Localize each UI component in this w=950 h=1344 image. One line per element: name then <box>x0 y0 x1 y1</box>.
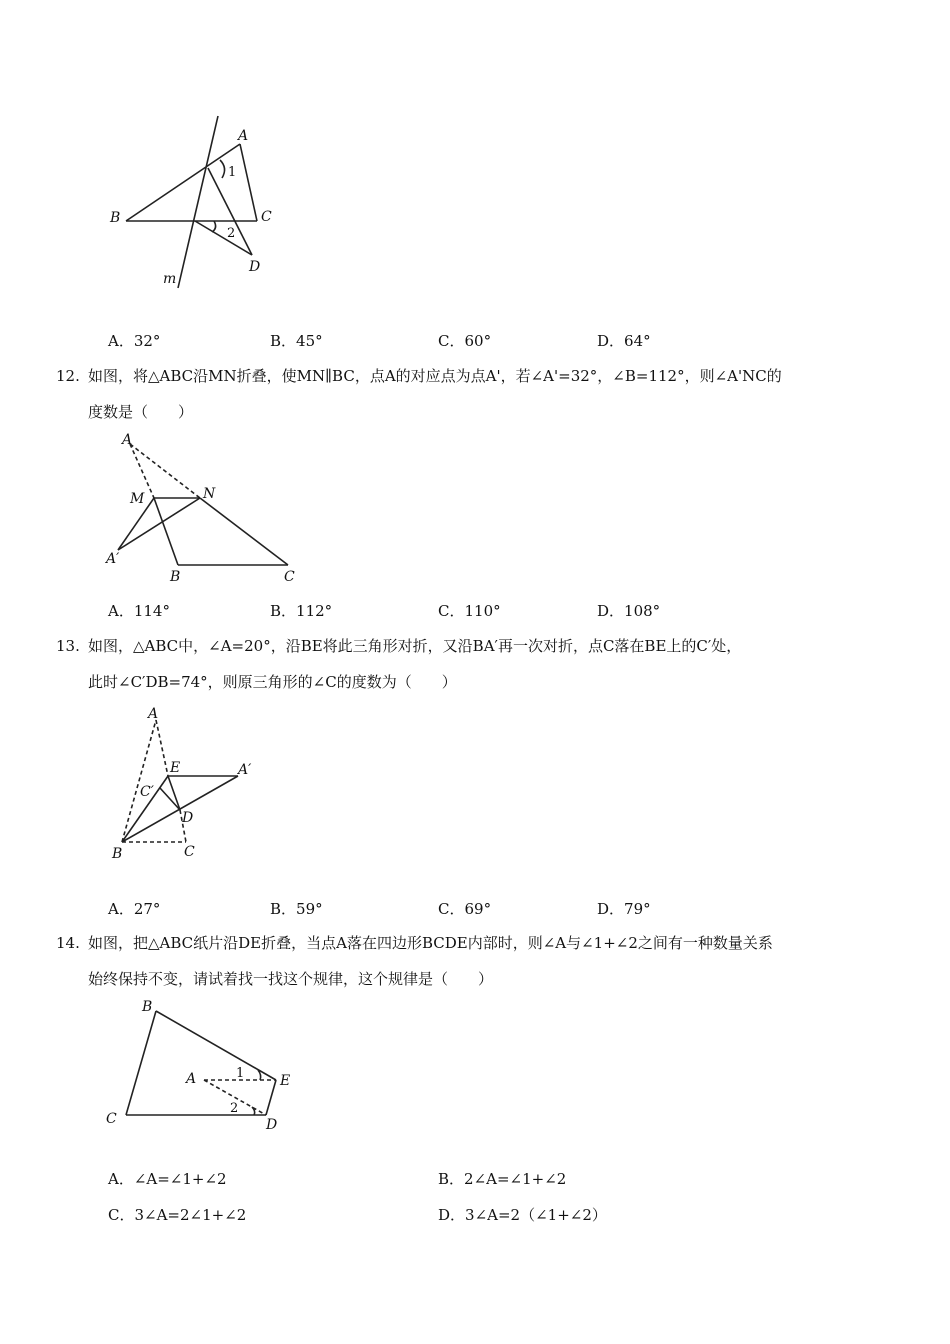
q11-angle1-arc <box>220 160 225 178</box>
q14-side-DE <box>266 1080 276 1115</box>
q11-label-m: m <box>163 271 177 287</box>
q14-text-line2: 始终保持不变，请试着找一找这个规律，这个规律是（ ） <box>88 970 494 988</box>
q13-dashed-AE <box>156 720 168 776</box>
q13-text-line1: 如图，△ABC中，∠A=20°，沿BE将此三角形对折，又沿BA′再一次对折，点C落在BE上的C′处， <box>88 637 742 655</box>
q13-label-C: C <box>184 844 195 860</box>
q13-option-b[interactable]: B．59° <box>270 900 323 918</box>
q11-label-C: C <box>261 209 272 225</box>
q12-label-B: B <box>170 569 181 585</box>
q13-label-A1: A′ <box>238 762 252 778</box>
q12-text-line1: 如图，将△ABC沿MN折叠，使MN∥BC，点A的对应点为点A'，若∠A'=32°，∠B=112°，则∠A'NC的 <box>88 367 782 385</box>
q11-label-B: B <box>110 210 121 226</box>
q12-option-a[interactable]: A．114° <box>108 602 170 620</box>
q13-text-line2: 此时∠C′DB=74°，则原三角形的∠C的度数为（ ） <box>88 673 457 691</box>
q11-angle2-arc <box>212 221 216 232</box>
q12-label-A: A <box>122 432 133 448</box>
q12-option-c[interactable]: C．110° <box>438 602 501 620</box>
q13-label-D: D <box>182 810 194 826</box>
q11-option-b[interactable]: B．45° <box>270 332 323 350</box>
q13-option-c[interactable]: C．69° <box>438 900 492 918</box>
q13-figure <box>100 700 280 870</box>
q11-option-d[interactable]: D．64° <box>597 332 651 350</box>
q12-label-A1: A′ <box>106 551 120 567</box>
q13-number: 13. <box>56 637 80 655</box>
q14-figure <box>100 995 320 1145</box>
q13-option-d[interactable]: D．79° <box>597 900 651 918</box>
q11-label-angle2: 2 <box>227 226 236 241</box>
q14-side-BE <box>156 1011 276 1080</box>
q11-side-BA <box>126 144 240 221</box>
q14-side-BC <box>126 1011 156 1115</box>
q13-label-C1: C′ <box>140 784 154 800</box>
q13-dashed-BA <box>122 720 156 842</box>
q12-side-NC <box>200 498 288 565</box>
q13-label-A: A <box>148 706 159 722</box>
q12-option-d[interactable]: D．108° <box>597 602 661 620</box>
q11-option-a[interactable]: A．32° <box>108 332 161 350</box>
q13-side-C1D <box>160 788 180 810</box>
q14-option-c[interactable]: C．3∠A=2∠1+∠2 <box>108 1206 247 1224</box>
q11-option-c[interactable]: C．60° <box>438 332 492 350</box>
q14-label-D: D <box>266 1117 278 1133</box>
q12-figure <box>100 430 320 590</box>
q11-label-D: D <box>249 259 261 275</box>
q12-text-line2: 度数是（ ） <box>88 403 194 421</box>
q14-label-A: A <box>186 1071 197 1087</box>
q12-number: 12. <box>56 367 80 385</box>
q11-line-m <box>178 116 218 288</box>
q14-label-C: C <box>106 1111 117 1127</box>
q11-label-A: A <box>238 128 249 144</box>
q13-side-ED <box>168 776 180 810</box>
q12-dashed-AM <box>130 444 154 498</box>
q14-option-d[interactable]: D．3∠A=2（∠1+∠2） <box>438 1206 607 1224</box>
q14-label-angle1: 1 <box>236 1066 245 1081</box>
q11-side-AC <box>240 144 257 221</box>
q11-figure <box>100 110 300 300</box>
q13-option-a[interactable]: A．27° <box>108 900 161 918</box>
q14-text-line1: 如图，把△ABC纸片沿DE折叠，当点A落在四边形BCDE内部时，则∠A与∠1+∠2之间有一种数量关系 <box>88 934 773 952</box>
q13-label-B: B <box>112 846 123 862</box>
q13-label-E: E <box>170 760 181 776</box>
q14-label-angle2: 2 <box>230 1101 239 1116</box>
q12-dashed-AN <box>130 444 200 498</box>
q11-label-angle1: 1 <box>228 165 237 180</box>
q12-label-M: M <box>130 491 145 507</box>
q14-label-B: B <box>142 999 153 1015</box>
q14-number: 14. <box>56 934 80 952</box>
q12-side-MB <box>154 498 178 565</box>
q14-label-E: E <box>280 1073 291 1089</box>
q14-option-a[interactable]: A．∠A=∠1+∠2 <box>108 1170 227 1188</box>
q14-option-b[interactable]: B．2∠A=∠1+∠2 <box>438 1170 567 1188</box>
q12-option-b[interactable]: B．112° <box>270 602 333 620</box>
q12-label-N: N <box>203 486 216 502</box>
q12-label-C: C <box>284 569 295 585</box>
